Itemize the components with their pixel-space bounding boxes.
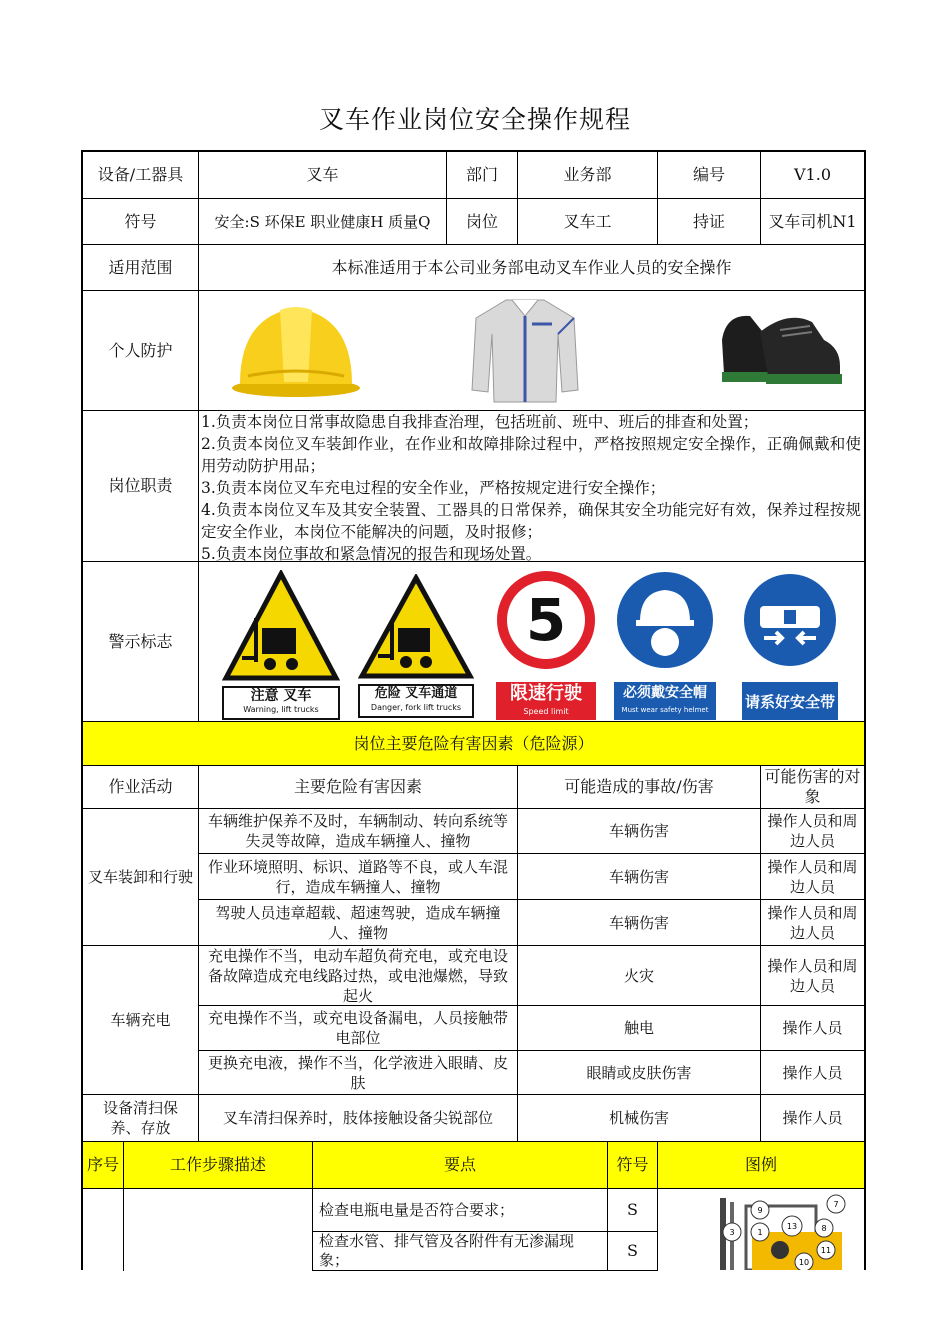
ppe-label: 个人防护 [108,340,173,360]
helmet-required-sign [614,570,716,716]
equipment-label: 设备/工器具 [97,165,184,184]
diagram-label: 9 [757,1206,763,1215]
target-cell: 操作人员和周边人员 [767,956,858,995]
col-diagram: 图例 [658,1142,864,1188]
seatbelt-required-sign [742,570,838,716]
duty-item: 3.负责本岗位叉车充电过程的安全作业，严格按规定进行安全操作； [201,479,666,497]
diagram-label: 10 [798,1258,810,1267]
injury-cell: 眼睛或皮肤伤害 [586,1063,692,1082]
diagram-label: 7 [833,1200,839,1209]
step-symbol: S [627,1200,638,1219]
symbol-label: 符号 [124,211,157,231]
injury-cell: 车辆伤害 [608,913,669,932]
speed-limit-icon [496,570,596,674]
duty-item: 2.负责本岗位叉车装卸作业，在作业和故障排除过程中，严格按照规定安全操作，正确佩戴和使用劳动防护用品； [201,435,861,475]
hazard-section-title: 岗位主要危险有害因素（危险源） [83,722,864,765]
target-cell: 操作人员 [782,1063,843,1082]
diagram-label: 3 [729,1228,735,1237]
work-uniform-icon [470,294,580,404]
factor-cell: 驾驶人员违章超载、超速驾驶，造成车辆撞人、撞物 [215,903,501,942]
factor-cell: 作业环境照明、标识、道路等不良，或人车混行，造成车辆撞人、撞物 [207,857,508,896]
injury-cell: 车辆伤害 [608,867,669,886]
warning-label: 警示标志 [108,631,173,651]
factor-cell: 车辆维护保养不及时，车辆制动、转向系统等失灵等故障，造成车辆撞人、撞物 [207,812,508,850]
factor-cell: 充电操作不当，电动车超负荷充电，或充电设备故障造成充电线路过热，或电池爆燃，导致起火 [207,946,508,1005]
col-target: 可能伤害的对象 [764,767,861,806]
helmet-required-icon [614,570,716,674]
danger-sign-forklift-aisle [358,574,474,716]
factor-cell: 充电操作不当，或充电设备漏电，人员接触带电部位 [207,1009,508,1047]
target-cell: 操作人员和周边人员 [767,903,858,942]
sign-cn-text: 必须戴安全帽 [623,685,707,701]
target-cell: 操作人员和周边人员 [767,812,858,850]
step-point: 检查水管、排气管及各附件有无渗漏现象； [319,1232,575,1269]
forklift-diagram [712,1192,862,1270]
injury-cell: 机械伤害 [608,1109,669,1127]
warning-sign-forklift [222,570,340,716]
duty-item: 4.负责本岗位叉车及其安全装置、工器具的日常保养，确保其安全功能完好有效，保养过程按规定安全作业，本岗位不能解决的问题，及时报修； [201,501,861,541]
factor-cell: 叉车清扫保养时，肢体接触设备尖锐部位 [222,1109,493,1127]
duty-list [201,411,861,565]
forklift-warning-icon [222,570,340,682]
col-activity: 作业活动 [108,777,173,796]
injury-cell: 火灾 [623,966,654,985]
page-title: 叉车作业岗位安全操作规程 [318,105,631,134]
duty-item: 1.负责本岗位日常事故隐患自我排查治理，包括班前、班中、班后的排查和处置； [201,413,759,431]
code-value: V1.0 [794,165,831,184]
sign-en-text: Speed limit [523,707,569,716]
diagram-label: 1 [757,1228,763,1237]
forklift-danger-icon [358,574,474,680]
scope-text: 本标准适用于本公司业务部电动叉车作业人员的安全操作 [331,257,732,277]
activity-cell: 车辆充电 [110,1011,171,1029]
col-seq: 序号 [83,1142,123,1188]
injury-cell: 车辆伤害 [608,822,669,840]
sign-cn-text: 注意 叉车 [250,688,312,704]
safety-shoes-icon [712,300,844,390]
step-point: 检查电瓶电量是否符合要求； [319,1201,515,1219]
seatbelt-required-icon [742,570,838,674]
factor-cell: 更换充电液，操作不当，化学液进入眼睛、皮肤 [207,1053,508,1092]
sign-cn-text: 危险 叉车通道 [374,686,458,701]
injury-cell: 触电 [623,1019,654,1037]
col-factor: 主要危险有害因素 [293,777,422,796]
target-cell: 操作人员 [782,1019,843,1037]
activity-cell: 设备清扫保养、存放 [102,1099,178,1137]
diagram-label: 8 [821,1224,827,1233]
department-value: 业务部 [563,165,612,184]
sign-en-text: Must wear safety helmet [621,706,709,714]
certificate-value: 叉车司机N1 [768,211,857,231]
position-label: 岗位 [465,211,498,231]
department-label: 部门 [465,165,498,184]
activity-cell: 叉车装卸和行驶 [87,868,193,886]
position-value: 叉车工 [563,211,612,231]
diagram-label: 11 [820,1246,832,1255]
code-label: 编号 [692,165,725,184]
col-point: 要点 [313,1142,607,1188]
safety-helmet-icon [228,296,364,400]
target-cell: 操作人员和周边人员 [767,857,858,896]
sign-en-text: Danger, fork lift trucks [370,703,462,712]
duty-label: 岗位职责 [108,476,173,495]
speed-number: 5 [525,586,567,654]
sign-cn-text: 请系好安全带 [744,692,835,711]
speed-limit-sign [496,570,596,716]
equipment-value: 叉车 [306,165,339,184]
sign-cn-text: 限速行驶 [510,683,582,704]
col-symbol: 符号 [608,1142,657,1188]
scope-label: 适用范围 [108,257,173,277]
col-injury: 可能造成的事故/伤害 [564,777,714,796]
symbol-legend: 安全:S 环保E 职业健康H 质量Q [214,212,431,231]
sign-en-text: Warning, lift trucks [243,705,319,714]
certificate-label: 持证 [692,211,725,231]
diagram-label: 13 [786,1222,798,1231]
duty-item: 5.负责本岗位事故和紧急情况的报告和现场处置。 [201,545,542,563]
step-symbol: S [627,1241,638,1260]
col-step: 工作步骤描述 [124,1142,312,1188]
target-cell: 操作人员 [782,1109,843,1127]
